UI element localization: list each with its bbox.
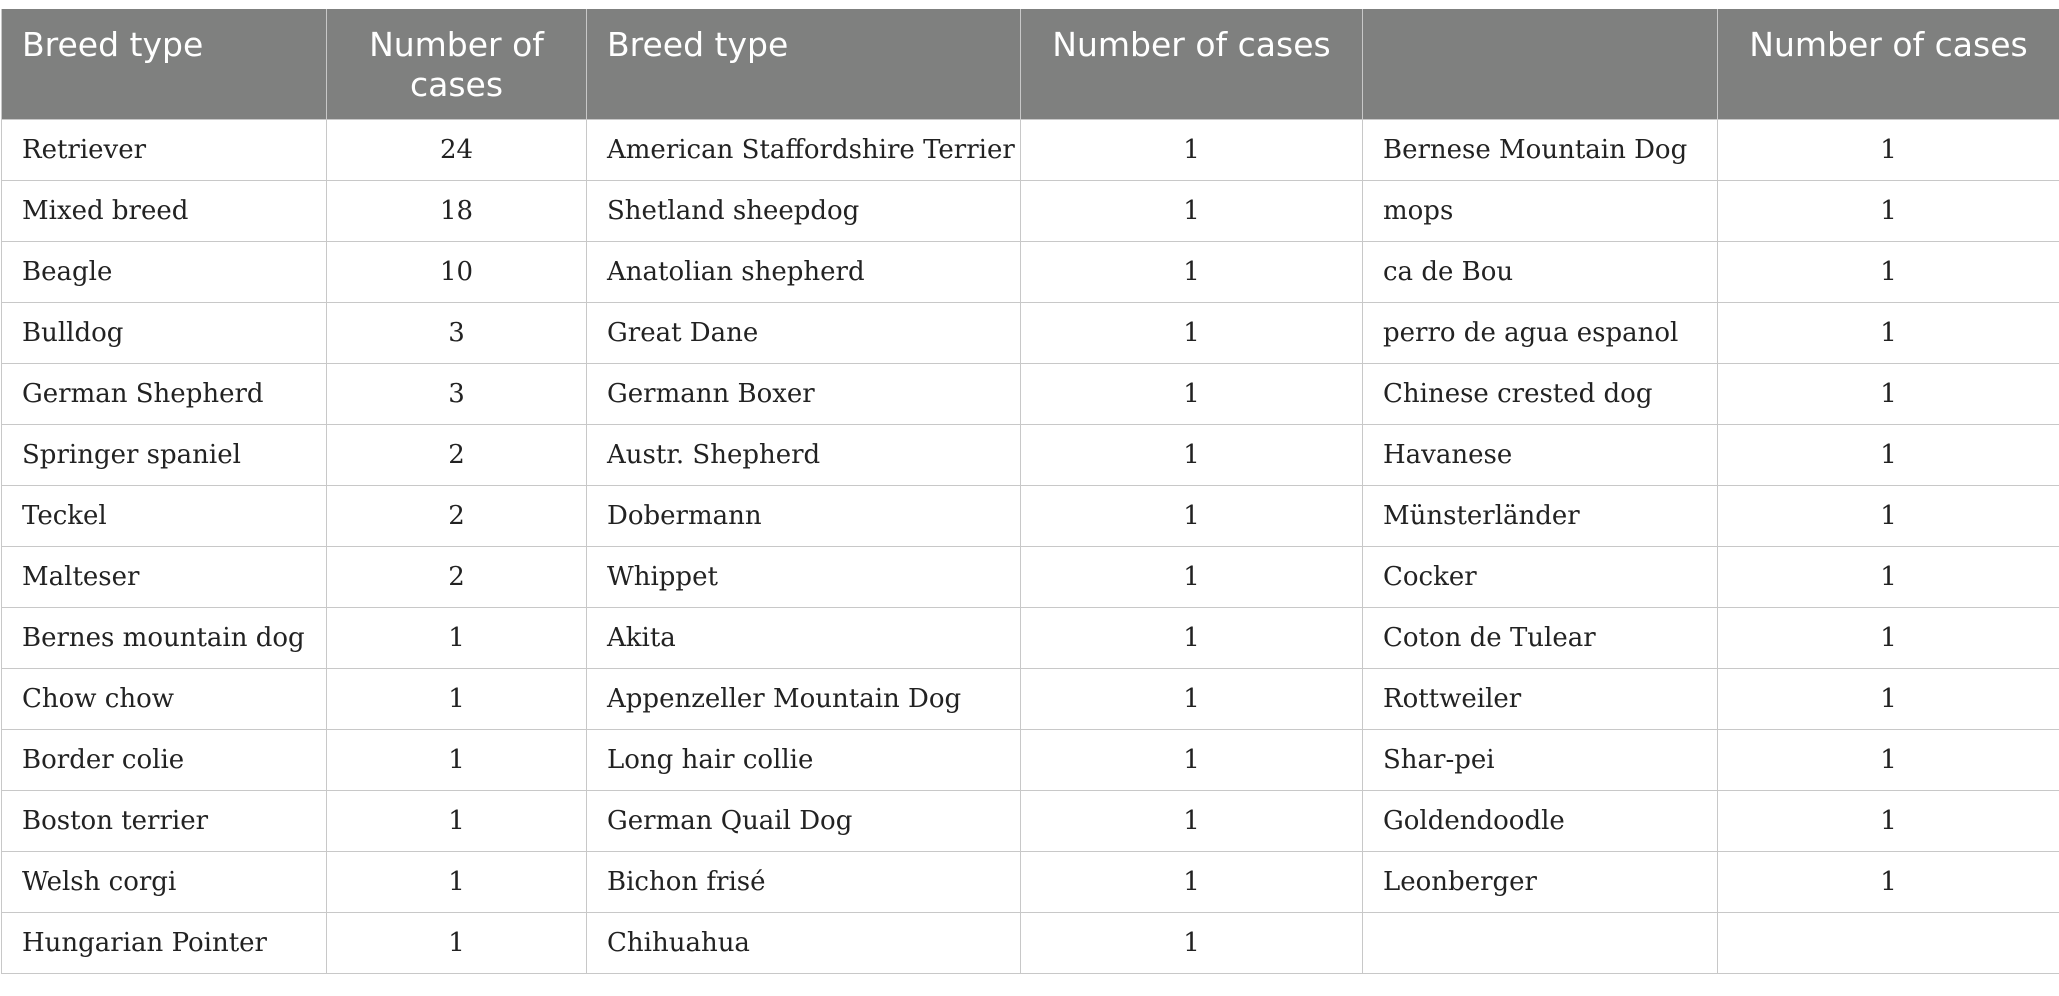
count-cell: 1 bbox=[1718, 302, 2059, 363]
count-cell: 1 bbox=[1718, 180, 2059, 241]
count-cell: 1 bbox=[1021, 607, 1363, 668]
count-cell: 3 bbox=[327, 363, 587, 424]
breed-cell: Bichon frisé bbox=[587, 851, 1021, 912]
breed-cell: Chow chow bbox=[2, 668, 327, 729]
table-row bbox=[2, 424, 2059, 485]
breed-cell: Boston terrier bbox=[2, 790, 327, 851]
breed-cell: German Quail Dog bbox=[587, 790, 1021, 851]
breed-cell: Retriever bbox=[2, 119, 327, 180]
count-cell: 1 bbox=[1021, 485, 1363, 546]
count-cell: 1 bbox=[1021, 668, 1363, 729]
breed-cell: Long hair collie bbox=[587, 729, 1021, 790]
breed-cell: Cocker bbox=[1363, 546, 1718, 607]
header-number-of-cases-1: Number of cases bbox=[327, 9, 587, 119]
count-cell: 1 bbox=[1021, 302, 1363, 363]
header-row bbox=[2, 9, 2059, 119]
count-cell: 1 bbox=[1021, 729, 1363, 790]
breed-cell: Beagle bbox=[2, 241, 327, 302]
count-cell: 1 bbox=[327, 729, 587, 790]
breed-cell: German Shepherd bbox=[2, 363, 327, 424]
table-row bbox=[2, 485, 2059, 546]
count-cell: 1 bbox=[327, 851, 587, 912]
header-number-of-cases-3: Number of cases bbox=[1718, 9, 2059, 119]
count-cell: 1 bbox=[1021, 119, 1363, 180]
header-breed-type-1: Breed type bbox=[2, 9, 327, 119]
table-row bbox=[2, 180, 2059, 241]
breed-cell: Havanese bbox=[1363, 424, 1718, 485]
table-row bbox=[2, 912, 2059, 973]
count-cell: 24 bbox=[327, 119, 587, 180]
count-cell: 1 bbox=[1718, 790, 2059, 851]
table-row bbox=[2, 790, 2059, 851]
table-row bbox=[2, 668, 2059, 729]
count-cell: 1 bbox=[1718, 119, 2059, 180]
breed-cell: American Staffordshire Terrier bbox=[587, 119, 1021, 180]
breed-cell: Coton de Tulear bbox=[1363, 607, 1718, 668]
breed-cell: mops bbox=[1363, 180, 1718, 241]
breed-cell bbox=[1363, 912, 1718, 973]
count-cell: 1 bbox=[1718, 485, 2059, 546]
header-breed-type-2: Breed type bbox=[587, 9, 1021, 119]
breed-cell: perro de agua espanol bbox=[1363, 302, 1718, 363]
breed-cell: Leonberger bbox=[1363, 851, 1718, 912]
breed-cell: Shetland sheepdog bbox=[587, 180, 1021, 241]
breed-cell: Rottweiler bbox=[1363, 668, 1718, 729]
table-body bbox=[2, 119, 2059, 973]
breed-cell: ca de Bou bbox=[1363, 241, 1718, 302]
breed-cell: Chinese crested dog bbox=[1363, 363, 1718, 424]
breed-cases-table bbox=[1, 9, 2059, 974]
breed-cell: Dobermann bbox=[587, 485, 1021, 546]
count-cell: 1 bbox=[1718, 363, 2059, 424]
breed-cell: Teckel bbox=[2, 485, 327, 546]
table-row bbox=[2, 302, 2059, 363]
count-cell: 1 bbox=[1718, 729, 2059, 790]
table-row bbox=[2, 729, 2059, 790]
count-cell: 1 bbox=[1718, 424, 2059, 485]
count-cell: 1 bbox=[1718, 668, 2059, 729]
breed-cell: Münsterländer bbox=[1363, 485, 1718, 546]
breed-cell: Anatolian shepherd bbox=[587, 241, 1021, 302]
table-row bbox=[2, 607, 2059, 668]
breed-cell: Welsh corgi bbox=[2, 851, 327, 912]
table-row bbox=[2, 851, 2059, 912]
breed-cell: Hungarian Pointer bbox=[2, 912, 327, 973]
count-cell: 1 bbox=[327, 790, 587, 851]
breed-cell: Appenzeller Mountain Dog bbox=[587, 668, 1021, 729]
breed-cell: Austr. Shepherd bbox=[587, 424, 1021, 485]
breed-cell: Whippet bbox=[587, 546, 1021, 607]
count-cell: 1 bbox=[1718, 241, 2059, 302]
breed-cell: Bulldog bbox=[2, 302, 327, 363]
breed-table-container bbox=[1, 9, 2059, 974]
table-header bbox=[2, 9, 2059, 119]
count-cell: 1 bbox=[1021, 790, 1363, 851]
count-cell: 1 bbox=[327, 607, 587, 668]
table-row bbox=[2, 241, 2059, 302]
table-row bbox=[2, 119, 2059, 180]
count-cell: 1 bbox=[327, 912, 587, 973]
count-cell bbox=[1718, 912, 2059, 973]
table-row bbox=[2, 363, 2059, 424]
breed-cell: Bernes mountain dog bbox=[2, 607, 327, 668]
count-cell: 2 bbox=[327, 485, 587, 546]
count-cell: 1 bbox=[1021, 912, 1363, 973]
breed-cell: Great Dane bbox=[587, 302, 1021, 363]
count-cell: 1 bbox=[327, 668, 587, 729]
count-cell: 2 bbox=[327, 424, 587, 485]
count-cell: 10 bbox=[327, 241, 587, 302]
table-row bbox=[2, 546, 2059, 607]
breed-cell: Bernese Mountain Dog bbox=[1363, 119, 1718, 180]
breed-cell: Germann Boxer bbox=[587, 363, 1021, 424]
count-cell: 3 bbox=[327, 302, 587, 363]
count-cell: 1 bbox=[1021, 546, 1363, 607]
breed-cell: Chihuahua bbox=[587, 912, 1021, 973]
header-breed-type-3 bbox=[1363, 9, 1718, 119]
breed-cell: Shar-pei bbox=[1363, 729, 1718, 790]
count-cell: 1 bbox=[1021, 241, 1363, 302]
breed-cell: Border colie bbox=[2, 729, 327, 790]
count-cell: 1 bbox=[1021, 363, 1363, 424]
breed-cell: Goldendoodle bbox=[1363, 790, 1718, 851]
count-cell: 1 bbox=[1021, 424, 1363, 485]
count-cell: 1 bbox=[1718, 546, 2059, 607]
breed-cell: Mixed breed bbox=[2, 180, 327, 241]
count-cell: 1 bbox=[1718, 851, 2059, 912]
breed-cell: Malteser bbox=[2, 546, 327, 607]
header-number-of-cases-2: Number of cases bbox=[1021, 9, 1363, 119]
count-cell: 1 bbox=[1718, 607, 2059, 668]
count-cell: 1 bbox=[1021, 851, 1363, 912]
count-cell: 2 bbox=[327, 546, 587, 607]
breed-cell: Akita bbox=[587, 607, 1021, 668]
count-cell: 18 bbox=[327, 180, 587, 241]
breed-cell: Springer spaniel bbox=[2, 424, 327, 485]
count-cell: 1 bbox=[1021, 180, 1363, 241]
